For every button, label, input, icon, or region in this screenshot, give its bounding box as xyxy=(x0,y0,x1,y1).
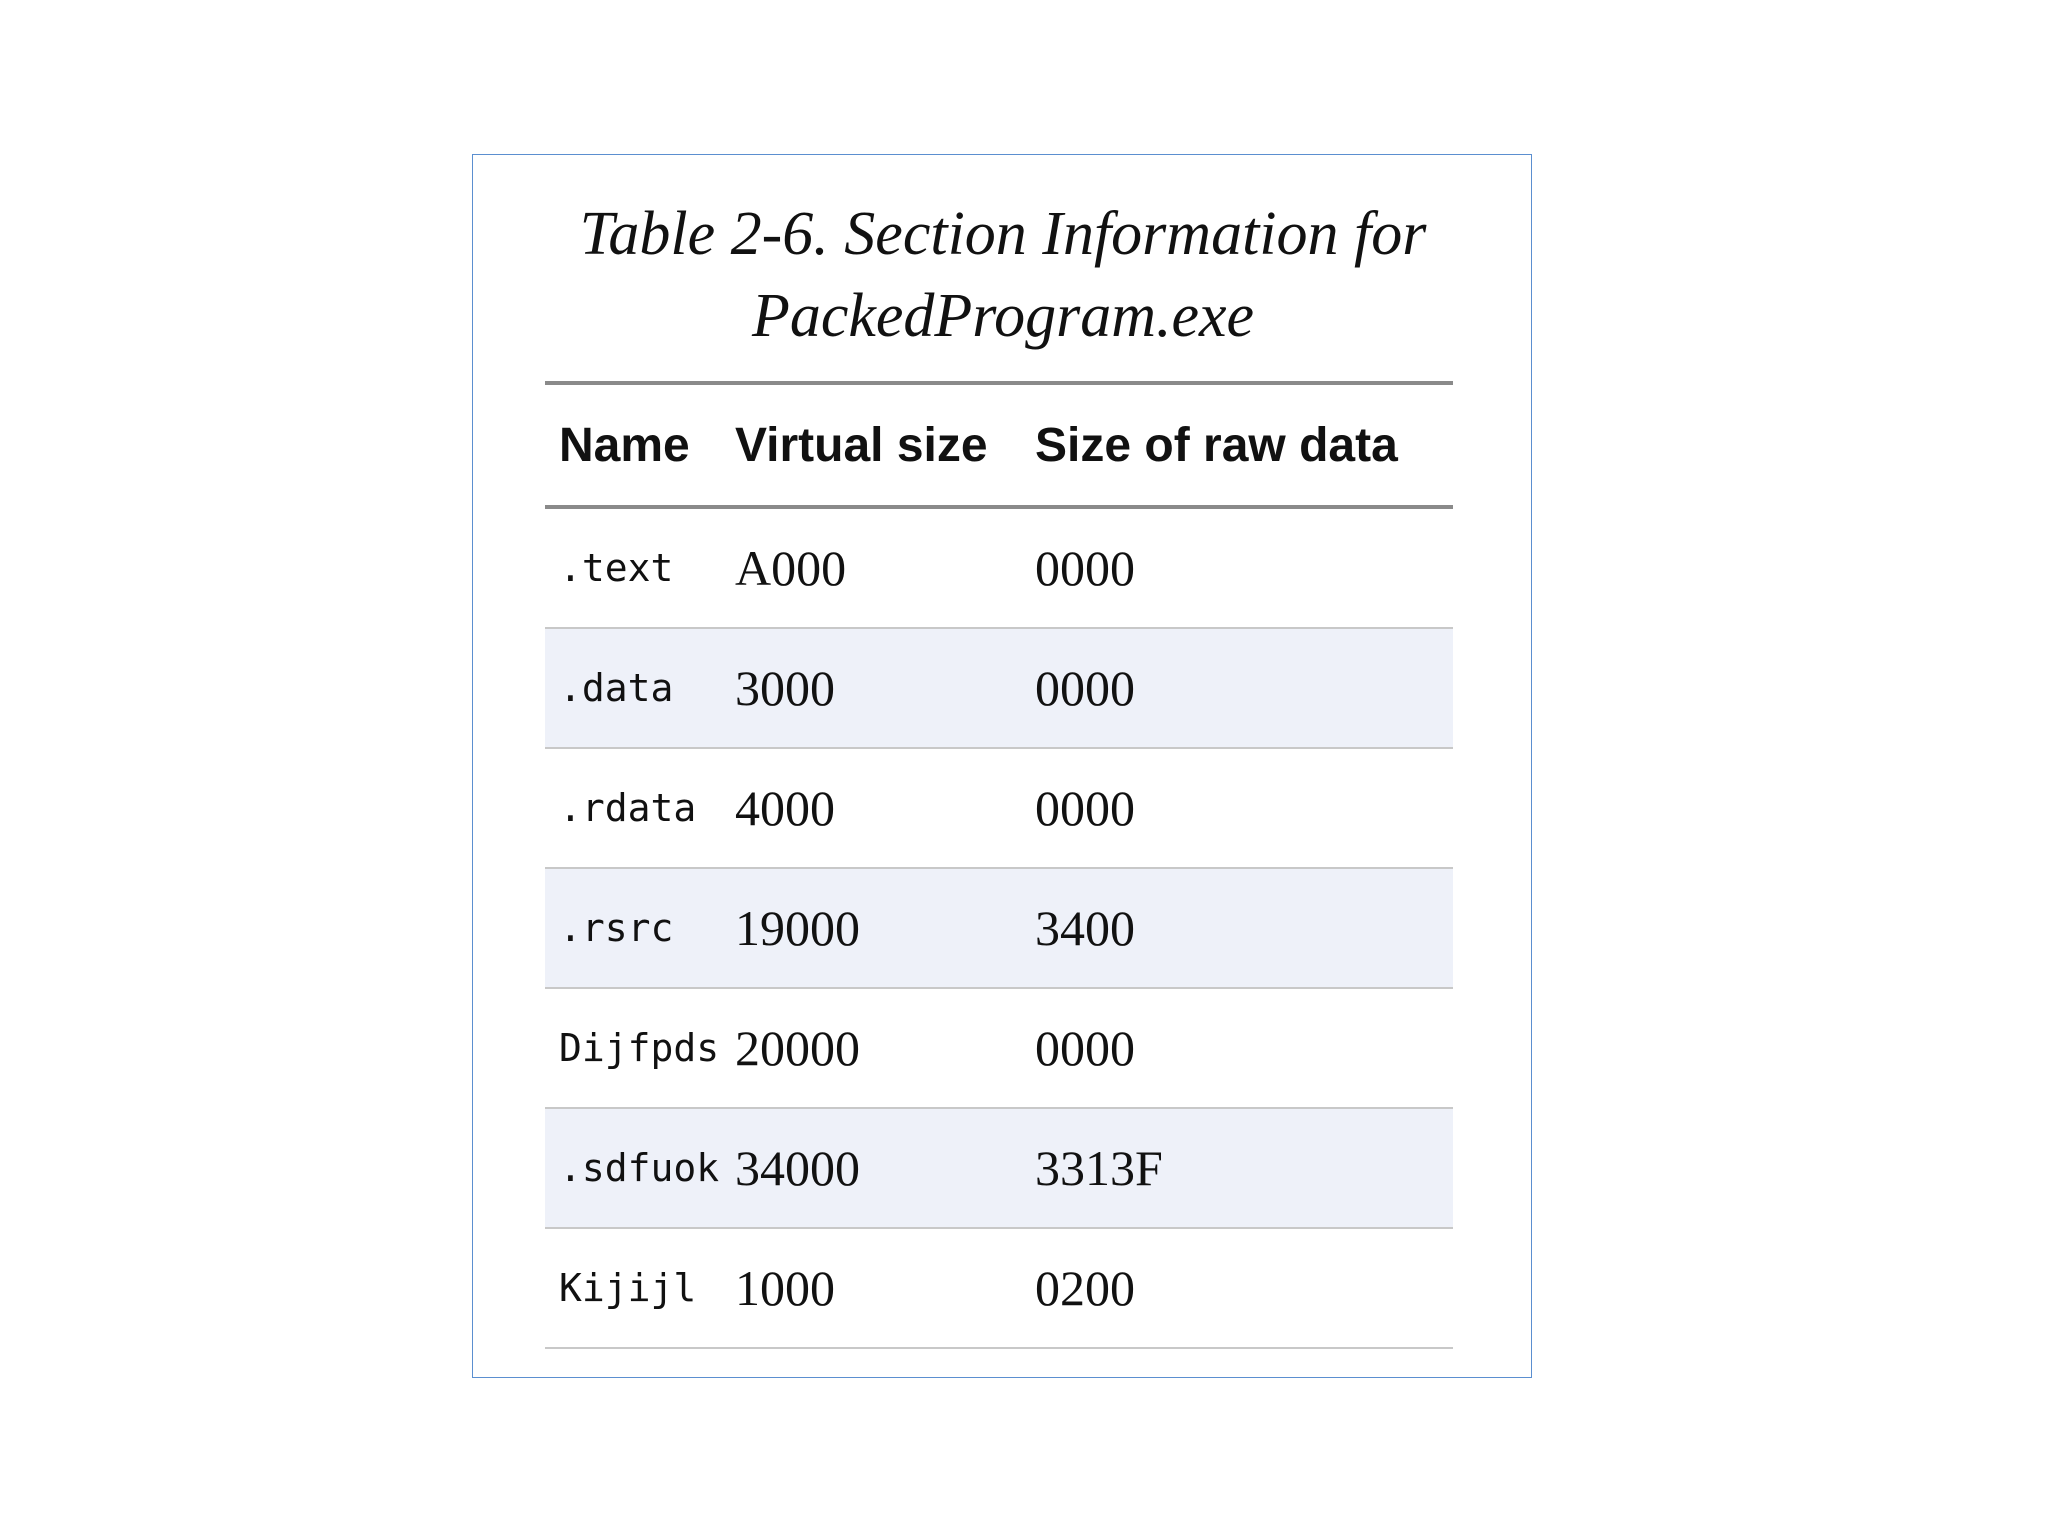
table-row xyxy=(545,869,1453,989)
section-name: .rsrc xyxy=(559,906,674,950)
table-frame xyxy=(472,154,1532,1378)
header-raw-size: Size of raw data xyxy=(1035,418,1398,472)
raw-size-value: 3313F xyxy=(1035,1140,1163,1196)
table-row xyxy=(545,989,1453,1109)
table-row xyxy=(545,509,1453,629)
table-caption xyxy=(473,193,1533,357)
section-name: Dijfpds xyxy=(559,1026,720,1070)
section-name: Kijijl xyxy=(559,1266,697,1310)
table-row xyxy=(545,1229,1453,1349)
raw-size-value: 0000 xyxy=(1035,1020,1135,1076)
virtual-size-value: 1000 xyxy=(735,1260,835,1316)
section-table xyxy=(545,381,1453,1349)
virtual-size-value: 20000 xyxy=(735,1020,860,1076)
raw-size-value: 0000 xyxy=(1035,540,1135,596)
section-name: .text xyxy=(559,546,674,590)
virtual-size-value: 3000 xyxy=(735,660,835,716)
virtual-size-value: 4000 xyxy=(735,780,835,836)
virtual-size-value: 34000 xyxy=(735,1140,860,1196)
raw-size-value: 0000 xyxy=(1035,660,1135,716)
raw-size-value: 0200 xyxy=(1035,1260,1135,1316)
caption-line-1: Table 2-6. Section Information for xyxy=(579,200,1427,268)
raw-size-value: 3400 xyxy=(1035,900,1135,956)
section-name: .data xyxy=(559,666,674,710)
section-name: .rdata xyxy=(559,786,697,830)
header-virtual-size: Virtual size xyxy=(735,418,988,472)
virtual-size-value: 19000 xyxy=(735,900,860,956)
caption-line-2: PackedProgram.exe xyxy=(751,282,1255,350)
header-name: Name xyxy=(559,418,690,472)
table-header-row xyxy=(545,385,1453,509)
table-row xyxy=(545,1109,1453,1229)
section-name: .sdfuok xyxy=(559,1146,720,1190)
table-row xyxy=(545,749,1453,869)
virtual-size-value: A000 xyxy=(735,540,847,596)
table-row xyxy=(545,629,1453,749)
raw-size-value: 0000 xyxy=(1035,780,1135,836)
